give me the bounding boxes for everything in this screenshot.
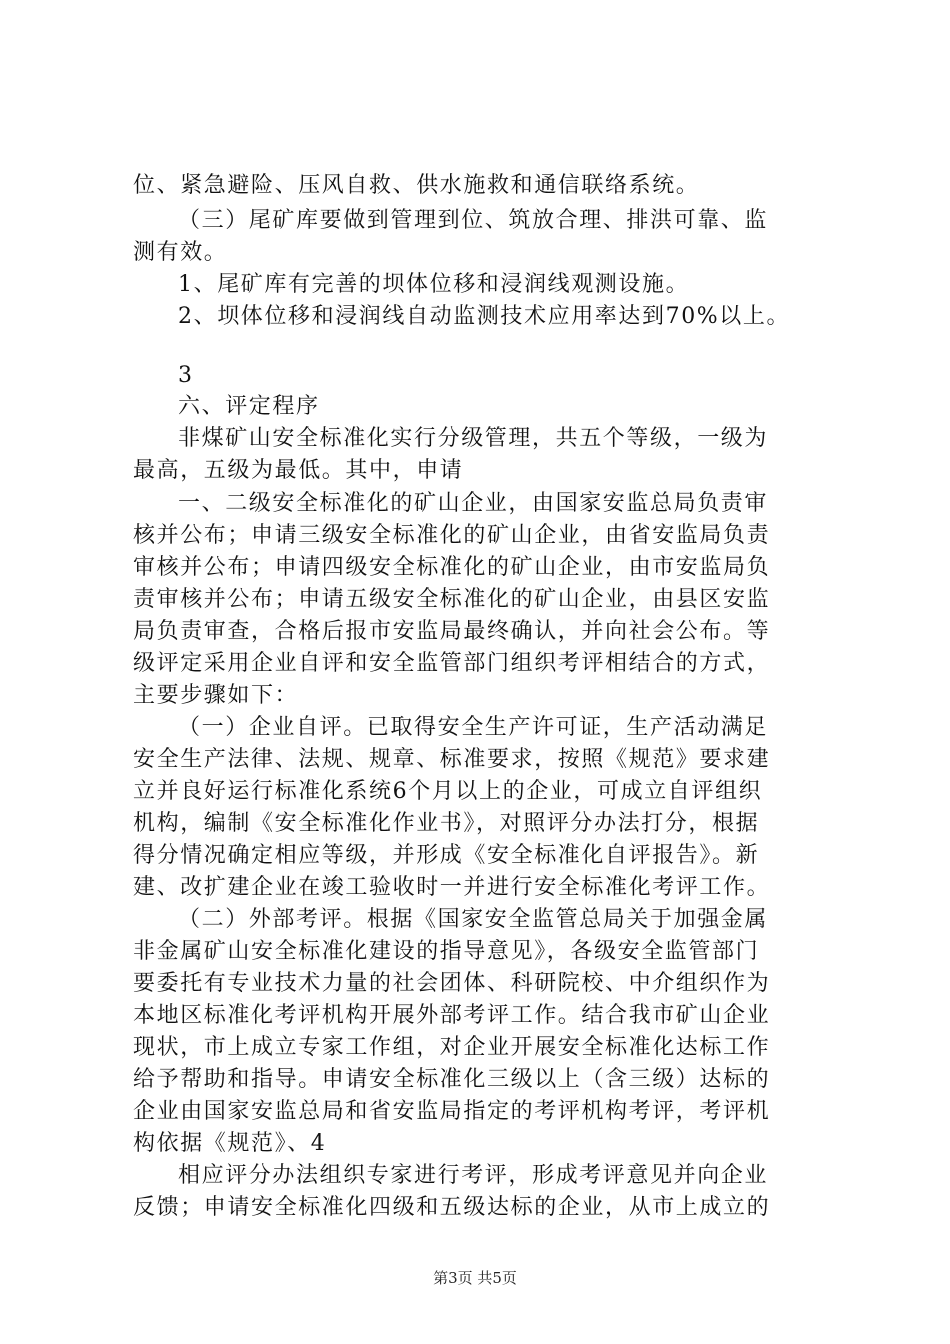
text-line: 核并公布；申请三级安全标准化的矿山企业，由省安监局负责 — [133, 523, 771, 548]
text-line: 相应评分办法组织专家进行考评，形成考评意见并向企业 — [178, 1163, 769, 1188]
text-line: 给予帮助和指导。申请安全标准化三级以上（含三级）达标的 — [133, 1067, 771, 1092]
page-footer: 第3页 共5页 — [433, 1269, 517, 1287]
text-line: 最高，五级为最低。其中，申请 — [133, 458, 464, 483]
text-line: 要委托有专业技术力量的社会团体、科研院校、中介组织作为 — [133, 971, 771, 996]
text-line: 反馈；申请安全标准化四级和五级达标的企业，从市上成立的 — [133, 1195, 771, 1220]
text-line: 非金属矿山安全标准化建设的指导意见》，各级安全监管部门 — [133, 939, 760, 964]
text-line: 2、坝体位移和浸润线自动监测技术应用率达到70%以上。 — [178, 304, 791, 329]
text-line: 立并良好运行标准化系统6个月以上的企业，可成立自评组织 — [133, 779, 763, 804]
text-line: 1、尾矿库有完善的坝体位移和浸润线观测设施。 — [178, 272, 690, 297]
text-line: 构依据《规范》、4 — [133, 1131, 327, 1156]
text-line: 现状，市上成立专家工作组，对企业开展安全标准化达标工作 — [133, 1035, 771, 1060]
text-line: 审核并公布；申请四级安全标准化的矿山企业，由市安监局负 — [133, 555, 771, 580]
text-line: 主要步骤如下： — [133, 683, 299, 708]
section-heading: 六、评定程序 — [178, 394, 320, 419]
text-line: （三）尾矿库要做到管理到位、筑放合理、排洪可靠、监 — [178, 208, 769, 233]
text-line: 一、二级安全标准化的矿山企业，由国家安监总局负责审 — [178, 491, 769, 516]
text-line: 位、紧急避险、压风自救、供水施救和通信联络系统。 — [133, 173, 700, 198]
text-line: 安全生产法律、法规、规章、标准要求，按照《规范》要求建 — [133, 747, 771, 772]
text-line: 级评定采用企业自评和安全监管部门组织考评相结合的方式， — [133, 651, 771, 676]
text-line: （一）企业自评。已取得安全生产许可证，生产活动满足 — [178, 715, 769, 740]
text-line: 责审核并公布；申请五级安全标准化的矿山企业，由县区安监 — [133, 587, 771, 612]
text-line: 局负责审查，合格后报市安监局最终确认，并向社会公布。等 — [133, 619, 771, 644]
text-line: 建、改扩建企业在竣工验收时一并进行安全标准化考评工作。 — [133, 875, 771, 900]
text-line: 企业由国家安监总局和省安监局指定的考评机构考评，考评机 — [133, 1099, 771, 1124]
text-line: 非煤矿山安全标准化实行分级管理，共五个等级，一级为 — [178, 426, 769, 451]
text-line: 机构，编制《安全标准化作业书》，对照评分办法打分，根据 — [133, 811, 760, 836]
text-line: 测有效。 — [133, 240, 228, 265]
text-line: （二）外部考评。根据《国家安全监管总局关于加强金属 — [178, 907, 769, 932]
page-number-marker: 3 — [178, 363, 194, 388]
text-line: 得分情况确定相应等级，并形成《安全标准化自评报告》。新 — [133, 843, 760, 868]
text-line: 本地区标准化考评机构开展外部考评工作。结合我市矿山企业 — [133, 1003, 771, 1028]
